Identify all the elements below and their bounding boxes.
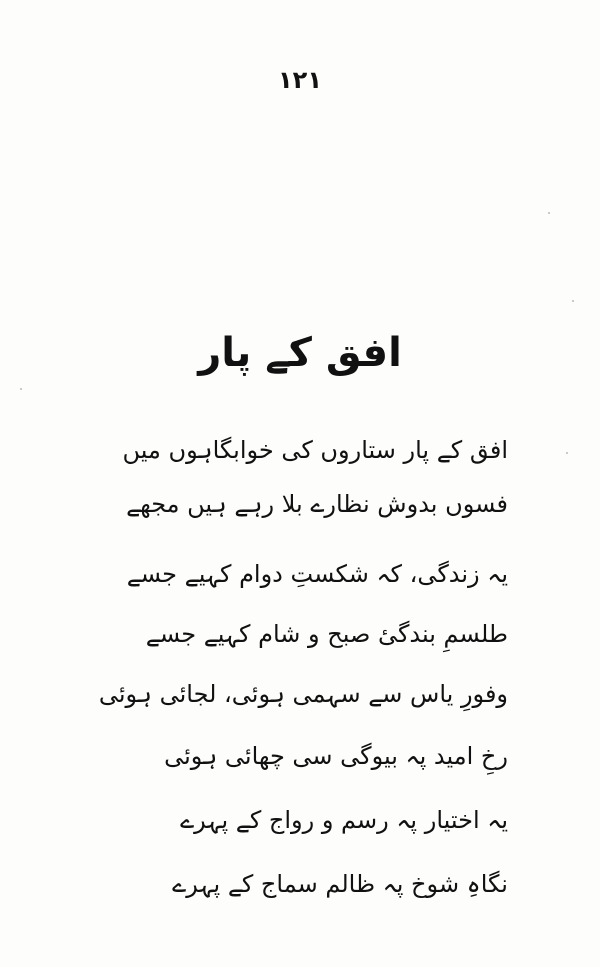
paper-speck [20, 388, 22, 390]
paper-speck [548, 212, 550, 214]
paper-speck [566, 452, 568, 454]
verse-line-6: رخِ امید پہ بیوگی سی چھائی ہوئی [164, 742, 508, 770]
verse-line-2: فسوں بدوش نظارے بلا رہے ہیں مجھے [126, 490, 508, 518]
verse-line-3: یہ زندگی، کہ شکستِ دوام کہیے جسے [126, 560, 508, 588]
poem-title: افق کے پار [198, 330, 402, 376]
page-number: ۱۲۱ [278, 66, 322, 94]
verse-line-7: یہ اختیار پہ رسم و رواج کے پہرے [180, 806, 508, 834]
verse-line-5: وفورِ یاس سے سہمی ہوئی، لجائی ہوئی [98, 680, 508, 708]
paper-speck [572, 300, 574, 302]
verse-line-8: نگاہِ شوخ پہ ظالم سماج کے پہرے [172, 870, 508, 898]
verse-line-1: افق کے پار ستاروں کی خوابگاہوں میں [122, 436, 508, 464]
verse-line-4: طلسمِ بندگیٔ صبح و شام کہیے جسے [145, 620, 508, 648]
